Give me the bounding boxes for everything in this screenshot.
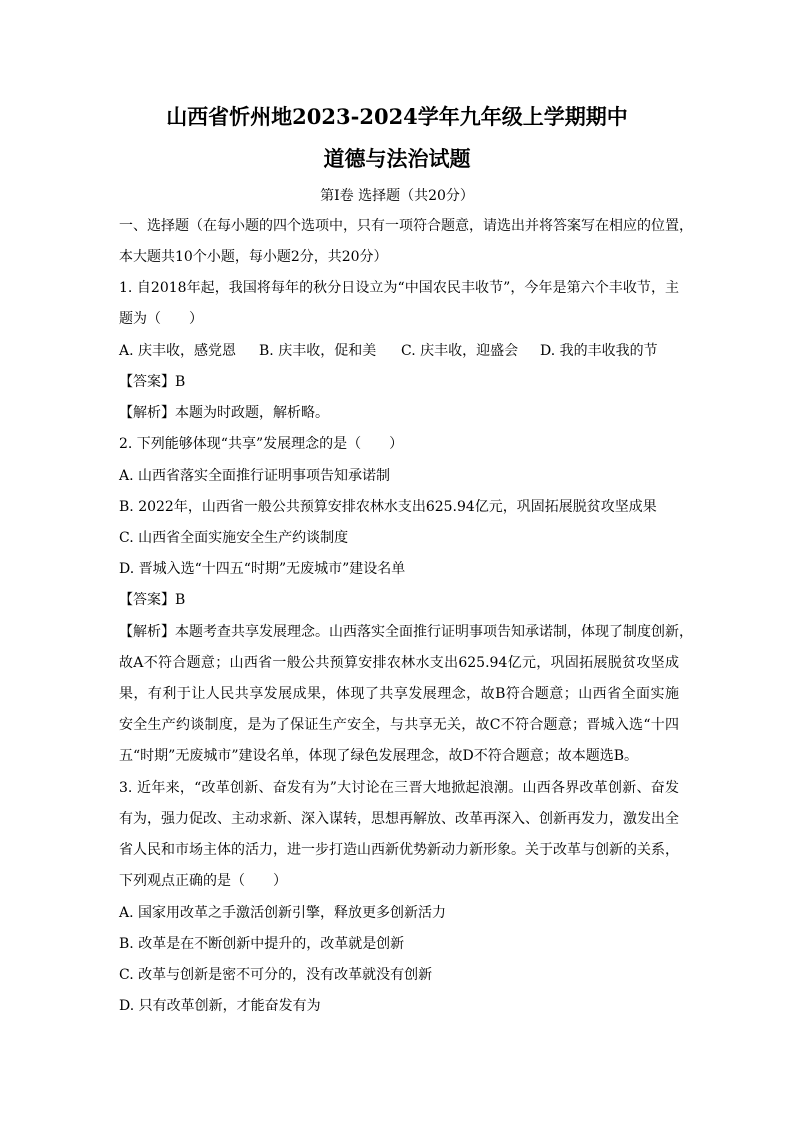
q2-option-a: A. 山西省落实全面推行证明事项告知承诺制 [119,468,391,484]
q1-stem-line-2: 题为（ ） [119,311,203,327]
q3-option-a: A. 国家用改革之手激活创新引擎，释放更多创新活力 [119,905,447,921]
q2-stem: 2. 下列能够体现“共享”发展理念的是（ ） [119,436,404,452]
q2-analysis-line-2: 故A不符合题意；山西省一般公共预算安排农林水支出625.94亿元，巩固拓展脱贫攻坚成 [119,655,679,671]
q3-stem-line-1: 3. 近年来，“改革创新、奋发有为”大讨论在三晋大地掀起浪潮。山西各界改革创新、奋发 [119,780,679,796]
section-title: 第Ⅰ卷 选择题（共20分） [320,188,474,204]
q3-option-c: C. 改革与创新是密不可分的，没有改革就没有创新 [119,967,433,983]
q1-stem-line-1: 1. 自2018年起，我国将每年的秋分日设立为“中国农民丰收节”，今年是第六个丰收节，主 [119,280,679,296]
document-subtitle: 道德与法治试题 [323,146,471,171]
q2-answer: 【答案】B [119,592,186,608]
q2-option-c: C. 山西省全面实施安全生产约谈制度 [119,530,349,546]
q2-option-d: D. 晋城入选“十四五“时期”无废城市”建设名单 [119,561,406,577]
q2-analysis-line-3: 果，有利于让人民共享发展成果，体现了共享发展理念，故B符合题意；山西省全面实施 [119,686,679,702]
q1-option-a: A. 庆丰收，感党恩 [119,343,237,359]
q1-option-d: D. 我的丰收我的节 [540,343,658,359]
q1-answer: 【答案】B [119,374,186,390]
q2-analysis-line-4: 安全生产约谈制度，是为了保证生产安全，与共享无关，故C不符合题意；晋城入选“十四 [119,717,679,733]
q1-analysis: 【解析】本题为时政题，解析略。 [119,405,329,421]
q3-stem-line-2: 有为，强力促改、主动求新、深入谋转，思想再解放、改革再深入、创新再发力，激发出全 [119,811,679,827]
instructions-line-1: 一、选择题（在每小题的四个选项中，只有一项符合题意，请选出并将答案写在相应的位置， [119,218,693,234]
document-title: 山西省忻州地2023-2024学年九年级上学期期中 [166,104,628,129]
q2-analysis-line-1: 【解析】本题考查共享发展理念。山西落实全面推行证明事项告知承诺制，体现了制度创新， [119,624,693,640]
q3-option-d: D. 只有改革创新，才能奋发有为 [119,998,321,1014]
q3-option-b: B. 改革是在不断创新中提升的，改革就是创新 [119,936,405,952]
q1-options [119,341,658,361]
q1-option-c: C. 庆丰收，迎盛会 [401,343,519,359]
q3-stem-line-3: 省人民和市场主体的活力，进一步打造山西新优势新动力新形象。关于改革与创新的关系， [119,842,679,858]
q1-option-b: B. 庆丰收，促和美 [259,343,377,359]
q2-analysis-line-5: 五“时期”无废城市”建设名单，体现了绿色发展理念，故D不符合题意；故本题选B。 [119,748,638,764]
q3-stem-line-4: 下列观点正确的是（ ） [119,873,287,889]
instructions-line-2: 本大题共10个小题，每小题2分，共20分） [119,249,388,265]
q2-option-b: B. 2022年，山西省一般公共预算安排农林水支出625.94亿元，巩固拓展脱贫攻坚成果 [119,499,657,515]
